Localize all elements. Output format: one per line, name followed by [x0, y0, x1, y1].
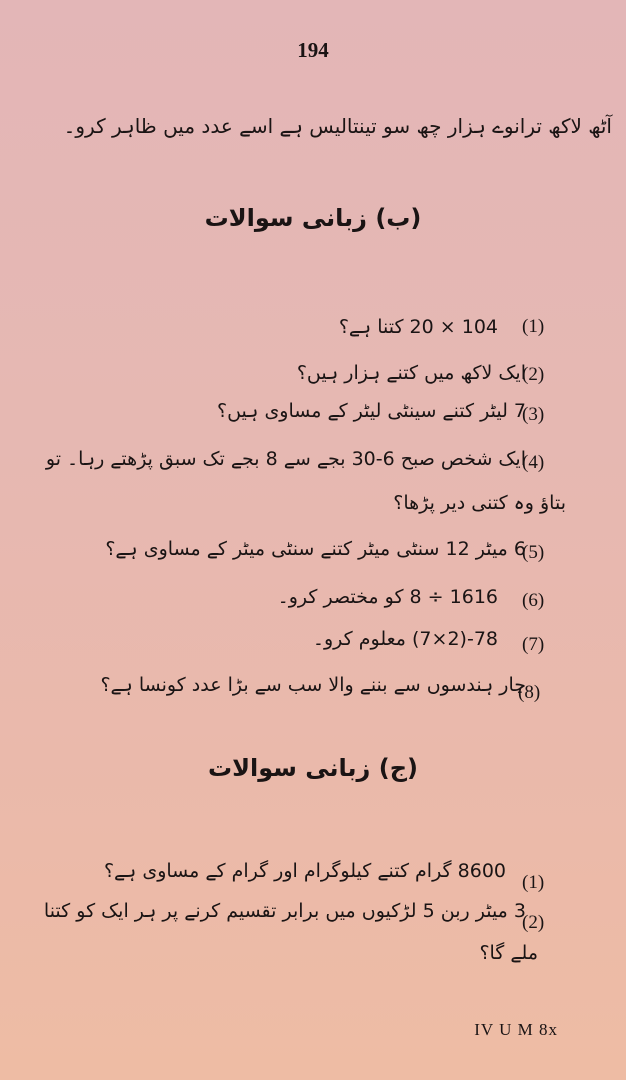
question-text: 8600 گرام کتنے کیلوگرام اور گرام کے مساوی ہے؟ [103, 860, 506, 882]
section-b-heading: (ب) زبانی سوالات [204, 204, 422, 232]
page-number: 194 [297, 38, 329, 62]
question-number: (1) [522, 872, 545, 893]
question-number: (6) [522, 590, 545, 611]
question-text: 6 میٹر 12 سنٹی میٹر کتنے سنٹی میٹر کے مساوی ہے؟ [105, 538, 526, 560]
question-number: (2) [522, 912, 545, 933]
question-text: چار ہندسوں سے بننے والا سب سے بڑا عدد کونسا ہے؟ [100, 674, 526, 696]
question-text: 3 میٹر ربن 5 لڑکیوں میں برابر تقسیم کرنے پر ہر ایک کو کتنا [43, 900, 526, 922]
question-continuation: بتاؤ وہ کتنی دیر پڑھا؟ [393, 492, 566, 514]
intro-sentence: آٹھ لاکھ ترانوے ہزار چھ سو تینتالیس ہے اسے عدد میں ظاہر کرو۔ [63, 114, 612, 138]
question-number: (8) [518, 682, 541, 703]
printer-signature-code: IV U M 8x [474, 1020, 558, 1039]
question-text: ایک شخص صبح 6-30 بجے سے 8 بجے تک سبق پڑھتے رہا۔ تو [45, 448, 526, 470]
question-text: 78-(2×7) معلوم کرو۔ [312, 628, 498, 650]
question-number: (1) [522, 316, 545, 337]
question-number: (2) [522, 364, 545, 385]
question-number: (3) [522, 404, 545, 425]
question-number: (4) [522, 452, 545, 473]
section-c-heading: (ج) زبانی سوالات [208, 754, 418, 782]
question-text: 1616 ÷ 8 کو مختصر کرو۔ [277, 586, 498, 608]
question-text: 7 لیٹر کتنے سینٹی لیٹر کے مساوی ہیں؟ [216, 400, 526, 422]
question-text: 104 × 20 کتنا ہے؟ [338, 316, 498, 338]
question-number: (7) [522, 634, 545, 655]
question-number: (5) [522, 542, 545, 563]
question-text: ایک لاکھ میں کتنے ہزار ہیں؟ [296, 362, 526, 384]
question-continuation: ملے گا؟ [479, 942, 538, 964]
